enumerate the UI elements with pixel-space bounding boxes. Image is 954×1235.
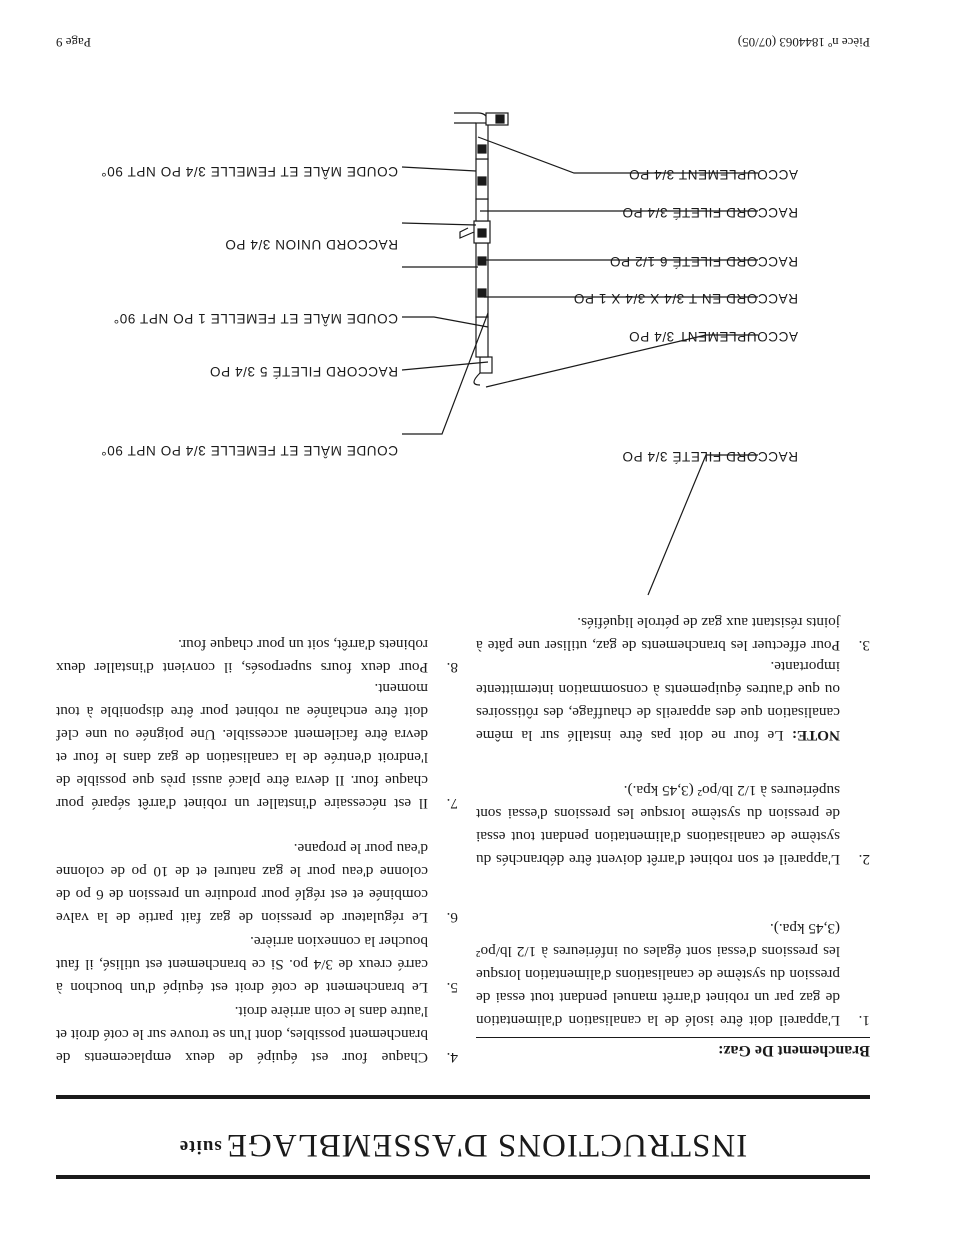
leader-line bbox=[478, 137, 758, 173]
page-title-text: INSTRUCTIONS D'ASSEMBLAGE bbox=[225, 1127, 748, 1163]
leader-line bbox=[402, 317, 488, 327]
diagram-label-elbow-top: COUDE MÂLE ET FEMELLE 3/4 PO NPT 90° bbox=[100, 164, 398, 179]
note-block bbox=[476, 655, 840, 747]
step-number: 7. bbox=[446, 795, 458, 812]
diagram-label-union-fitting: RACCORD UNION 3/4 PO bbox=[224, 237, 398, 252]
pipe-segment bbox=[476, 123, 488, 159]
diagram-label-threaded-fitting: RACCORD FILETÉ 3/4 PO bbox=[621, 449, 798, 464]
pipe-segment bbox=[476, 317, 488, 357]
leader-line bbox=[402, 313, 488, 434]
pipe-segment bbox=[476, 243, 488, 317]
step-item-7 bbox=[56, 677, 458, 815]
footer-part-number: Pièce nº 1844063 (07/05) bbox=[737, 35, 870, 50]
pipe-segment bbox=[476, 199, 488, 221]
step-text: Chaque four est équipé de deux emplacements de branchement possibles, dont l'un se trouve sur le coté droit et l'autre dans le coin arrière droit. bbox=[56, 1003, 428, 1066]
diagram-label-threaded-fitting-5-3-4: RACCORD FILETÉ 5 3/4 PO bbox=[209, 364, 398, 379]
diagram-label-elbow-1-inch: COUDE MÂLE ET FEMELLE 1 PO NPT 90° bbox=[113, 311, 398, 326]
pipe-segment bbox=[476, 159, 488, 199]
step-item-8 bbox=[56, 633, 458, 679]
step-number: 5. bbox=[446, 979, 458, 996]
pipe-segment bbox=[496, 115, 504, 123]
leader-line bbox=[402, 223, 476, 225]
step-number: 3. bbox=[858, 637, 870, 654]
diagram-label-elbow-bottom: COUDE MÂLE ET FEMELLE 3/4 PO NPT 90° bbox=[100, 443, 398, 458]
pipe-segment bbox=[478, 177, 486, 185]
step-number: 1. bbox=[858, 1012, 870, 1029]
title-rule-top bbox=[56, 1175, 870, 1179]
section-heading: Branchement De Gaz: bbox=[476, 1037, 870, 1059]
pipe-segment bbox=[454, 113, 488, 123]
step-number: 2. bbox=[858, 851, 870, 868]
pipe-segment bbox=[474, 221, 490, 243]
diagram-label-coupling: ACCOUPLEMENT 3/4 PO bbox=[628, 329, 798, 344]
step-item-2 bbox=[476, 779, 870, 871]
pipe-segment bbox=[478, 145, 486, 153]
note-text: Le four ne doit pas être installé sur la même canalisation que des appareils de chauffage, des rôtissoires ou que d'autres équipements à consommation intermittente importante. bbox=[475, 658, 840, 744]
pipe-segment bbox=[478, 229, 486, 237]
step-text: Le branchement de coté droit est équipé d'un bouchon à carré creux de 3/4 po. Si ce branchement est utilisé, il faut boucher la connexion arrière. bbox=[56, 933, 428, 996]
step-text: Pour effectuer les branchements de gaz, utiliser une pâte à joints résistant aux gaz de pétrole liquéfiés. bbox=[476, 614, 840, 654]
pipe-segment bbox=[480, 357, 492, 373]
pipe-segment bbox=[474, 373, 480, 385]
pipe-segment bbox=[478, 257, 486, 265]
step-item-3 bbox=[476, 611, 870, 657]
step-text: L'appareil et son robinet d'arrêt doivent être débranchés du système de canalisations d'alimentation pendant tout essai de pression du système lorsque les pressions d'essai sont supérieures à 1/2 lb/po² (3,45 kpa.). bbox=[476, 782, 840, 868]
pipe-segment bbox=[486, 113, 508, 125]
leader-line bbox=[648, 455, 758, 595]
step-text: Pour deux fours superposés, il convient d'installer deux robinets d'arrêt, soit un pour chaque four. bbox=[56, 636, 428, 676]
pipe-segment bbox=[460, 228, 474, 238]
step-number: 6. bbox=[446, 909, 458, 926]
diagram-label-threaded-fitting-top: RACCORD FILETÉ 3/4 PO bbox=[621, 205, 798, 220]
step-item-4 bbox=[56, 1000, 458, 1069]
note-label: NOTE: bbox=[791, 727, 840, 744]
page-title bbox=[56, 1126, 870, 1163]
leader-line bbox=[402, 167, 476, 171]
step-item-1 bbox=[476, 917, 870, 1032]
leader-line bbox=[486, 335, 758, 387]
diagram-label-threaded-fitting-6-half: RACCORD FILETÉ 6 1/2 PO bbox=[609, 254, 798, 269]
page-title-suffix: suite bbox=[178, 1136, 222, 1157]
step-item-6 bbox=[56, 837, 458, 929]
diagram-label-tee-fitting: RACCORD EN T 3/4 X 3/4 X 1 PO bbox=[573, 291, 798, 306]
step-number: 8. bbox=[446, 659, 458, 676]
step-text: Le régulateur de pression de gaz fait partie de la valve combinée et est réglé pour produire un pression de 6 po de colonne d'eau pour le gaz naturel et de 10 po de colonne d'eau pour le propane. bbox=[56, 840, 428, 926]
title-rule-bottom bbox=[56, 1095, 870, 1099]
diagram-label-coupling-top: ACCOUPLEMENT 3/4 PO bbox=[628, 167, 798, 182]
step-number: 4. bbox=[446, 1049, 458, 1066]
step-text: L'appareil doit être isolé de la canalisation d'alimentation de gaz par un robinet d'arrêt manuel pendant tout essai de pression du système de canalisations d'alimentation lorsque les pressions d'essai sont égales ou inférieures à 1/2 lb/po² (3,45 kpa.). bbox=[476, 920, 840, 1029]
leader-line bbox=[402, 362, 488, 370]
step-item-5 bbox=[56, 930, 458, 999]
step-text: Il est nécessaire d'installer un robinet d'arrêt séparé pour chaque four. Il devra être placé aussi près que possible de l'endroit d'entrée de la canalisation de gaz dans le four et devra être facilement accessible. Une poignée ou une clef doit être enchaînée au robinet pour être disponible à tout moment. bbox=[56, 680, 428, 812]
footer-page-number: Page 9 bbox=[56, 35, 92, 50]
pipe-segment bbox=[478, 289, 486, 297]
